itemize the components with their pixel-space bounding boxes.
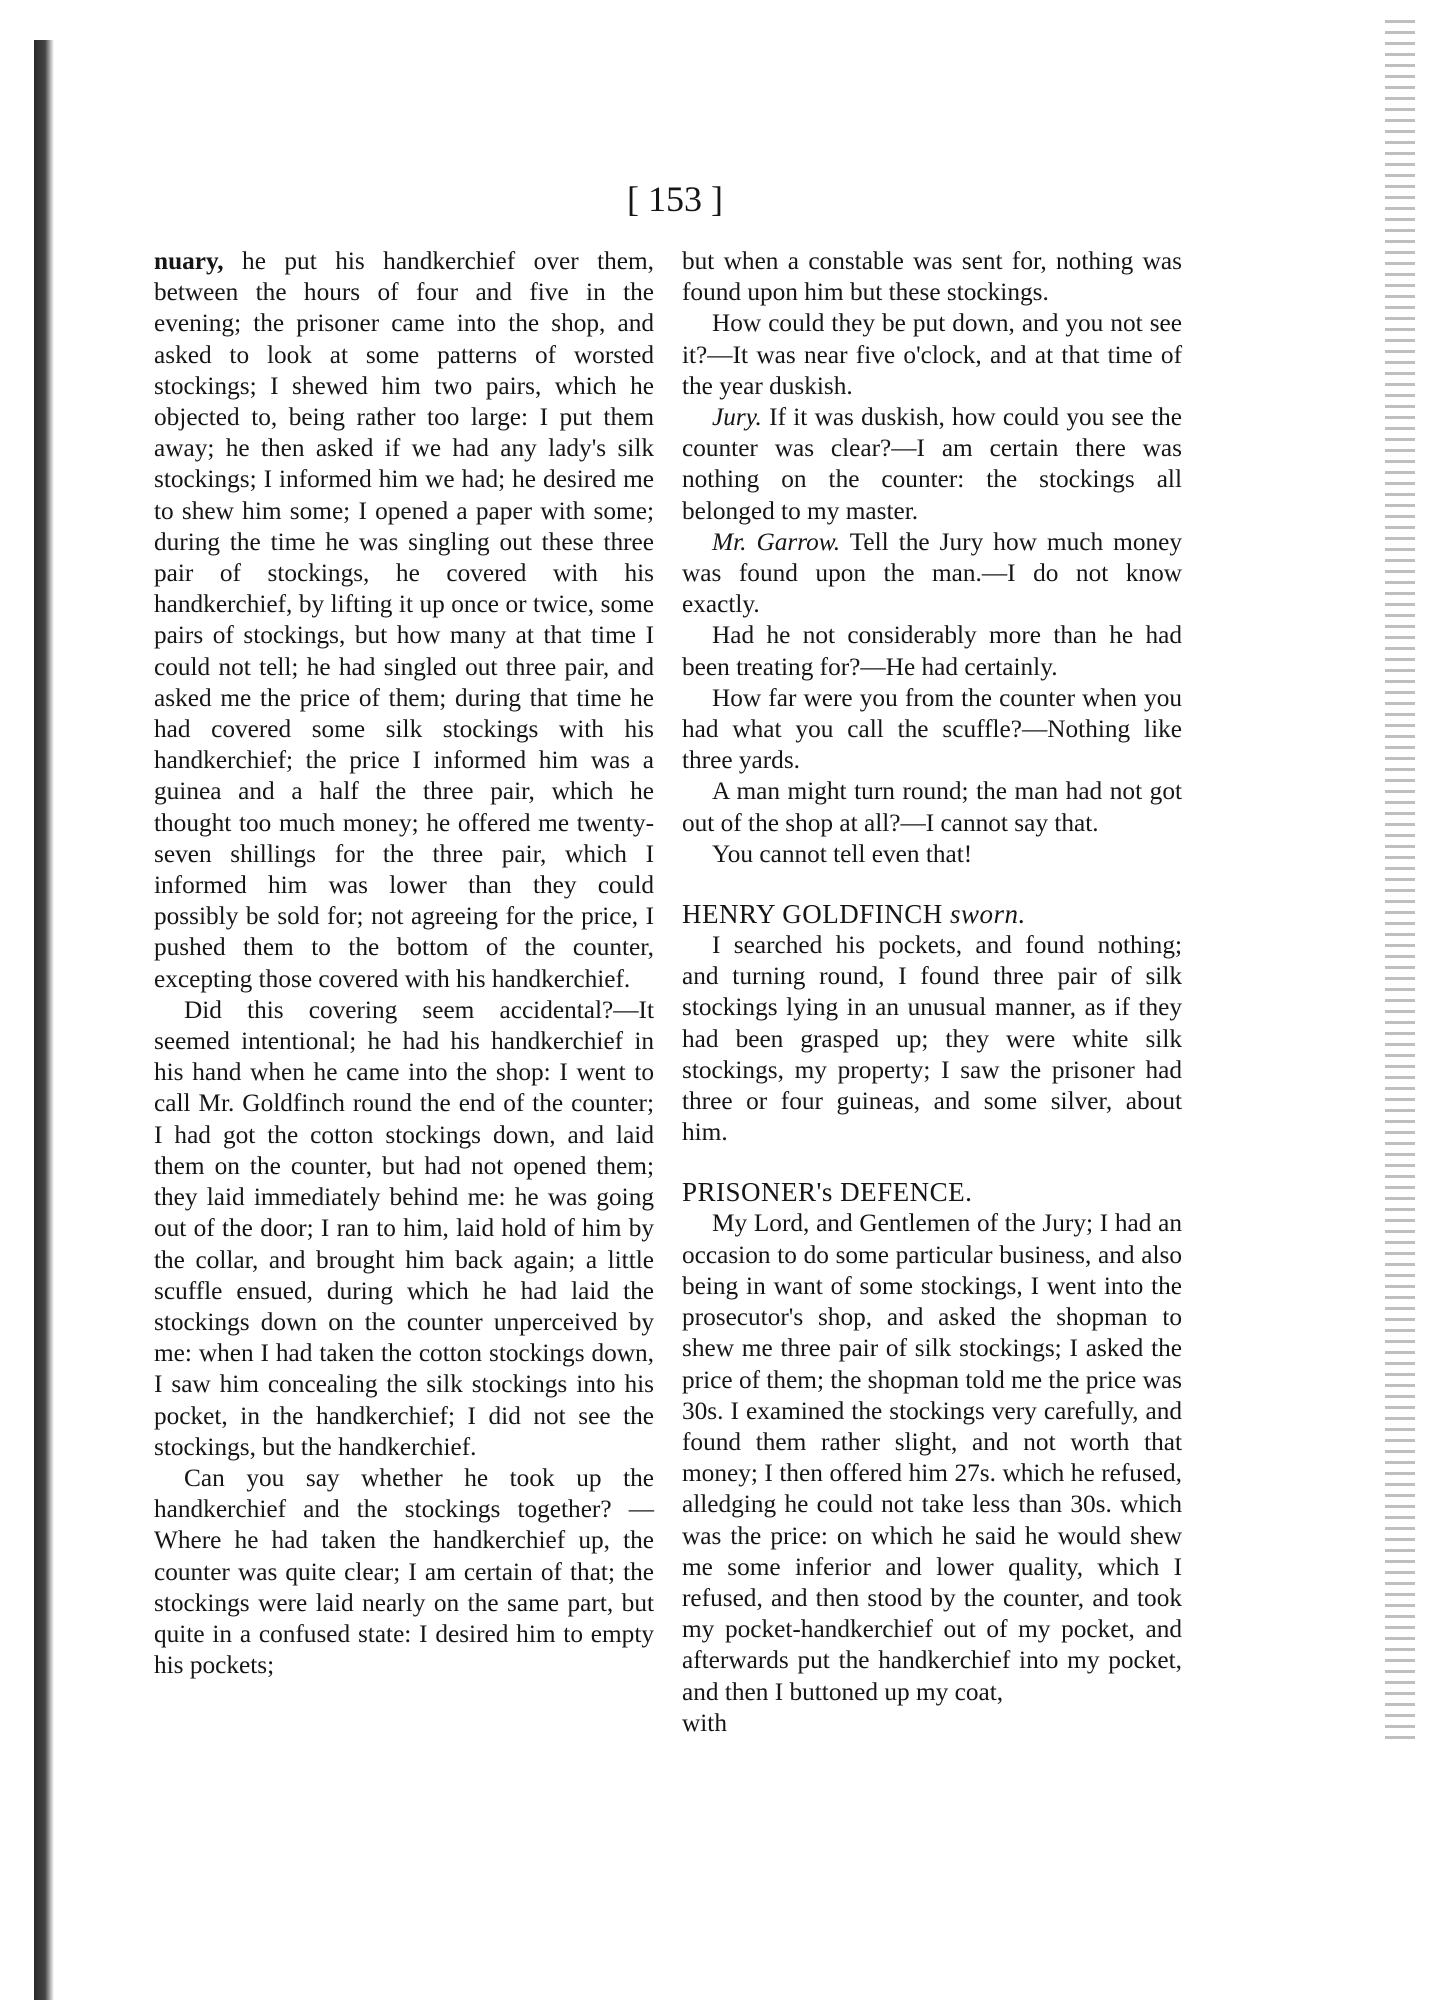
right-paragraph-4-text: Tell the Jury how much money was found upon the man.—I do not know exactly. <box>682 527 1182 619</box>
left-paragraph-1 <box>154 246 654 995</box>
section-gap <box>682 1148 1182 1176</box>
right-paragraph-2: How could they be put down, and you not see it?—It was near five o'clock, and at that time of the year duskish. <box>682 309 1182 400</box>
right-paragraph-9: I searched his pockets, and found nothing; and turning round, I found three pair of silk stockings lying in an unusual manner, as if they had been grasped up; they were white silk stockings, my property; I saw the prisoner had three or four guineas, and some silver, about him. <box>682 931 1182 1147</box>
witness-name: HENRY GOLDFINCH <box>682 899 943 930</box>
right-paragraph-7: A man might turn round; the man had not got out of the shop at all?—I cannot say that. <box>682 777 1182 837</box>
right-column <box>682 246 1182 1739</box>
scan-edge-noise <box>1385 20 1415 1740</box>
speaker-jury: Jury. <box>712 403 762 432</box>
right-paragraph-8: You cannot tell even that! <box>712 839 973 868</box>
right-paragraph-3 <box>682 402 1182 527</box>
left-paragraph-1-text: he put his handkerchief over them, between the hours of four and five in the evening; the prisoner came into the shop, and asked to look at some patterns of worsted stockings; I shewed him two pairs, which he objected to, being rather too large: I put them away; he then asked if we had any lady's silk stockings; I informed him we had; he desired me to shew him some; I opened a paper with some; during the time he was singling out these three pair of stockings, he covered with his handkerchief, by lifting it up once or twice, some pairs of stockings, but how many at that time I could not tell; he had singled out three pair, and asked me the price of them; during that time he had covered some silk stockings with his handkerchief; the price I informed him was a guinea and a half the three pair, which he thought too much money; he offered me twenty-seven shillings for the three pair, which I informed him was lower than they could possibly be sold for; not agreeing for the price, I pushed them to the bottom of the counter, excepting those covered with his handkerchief. <box>154 247 654 993</box>
witness-heading <box>682 898 1182 930</box>
witness-sworn: sworn. <box>950 899 1026 930</box>
page-binding-edge <box>34 40 54 2000</box>
left-paragraph-2: Did this covering seem accidental?—It seemed intentional; he had his handkerchief in his hand when he came into the shop: I went to call Mr. Goldfinch round the end of the counter; I had got the cotton stockings down, and laid them on the counter, but had not opened them; they laid immediately behind me: he was going out of the door; I ran to him, laid hold of him by the collar, and brought him back again; a little scuffle ensued, during which he had laid the stockings down on the counter unperceived by me: when I had taken the cotton stockings down, I saw him concealing the silk stockings into his pocket, in the handkerchief; I did not see the stockings, but the handkerchief. <box>154 995 654 1461</box>
right-paragraph-6: How far were you from the counter when you had what you call the scuffle?—Nothing like three yards. <box>682 683 1182 775</box>
continued-word: nuary, <box>154 247 224 275</box>
right-paragraph-1: but when a constable was sent for, nothing was found upon him but these stockings. <box>682 247 1182 307</box>
right-paragraph-5: Had he not considerably more than he had been treating for?—He had certainly. <box>682 621 1182 681</box>
left-column <box>154 246 654 1681</box>
right-paragraph-4 <box>682 527 1182 621</box>
page-number: [ 153 ] <box>627 179 723 219</box>
left-paragraph-3: Can you say whether he took up the handkerchief and the stockings together? —Where he had taken the handkerchief up, the counter was quite clear; I am certain of that; the stockings were laid nearly on the same part, but quite in a confused state: I desired him to empty his pockets; <box>154 1463 654 1680</box>
right-paragraph-10: My Lord, and Gentlemen of the Jury; I had an occasion to do some particular business, and also being in want of some stockings, I went into the prosecutor's shop, and asked the shopman to shew me three pair of silk stockings; I asked the price of them; the shopman told me the price was 30s. I examined the stockings very carefully, and found them rather slight, and not worth that money; I then offered him 27s. which he refused, alledging he could not take less than 30s. which was the price: on which he said he would shew me some inferior and lower quality, which I refused, and then stood by the counter, and took my pocket-handkerchief out of my pocket, and afterwards put the handkerchief into my pocket, and then I buttoned up my coat, <box>682 1209 1182 1706</box>
speaker-garrow: Mr. Garrow. <box>712 527 841 556</box>
defence-heading: PRISONER's DEFENCE. <box>682 1177 973 1208</box>
catchword: with <box>682 1708 727 1737</box>
section-gap <box>682 870 1182 898</box>
right-paragraph-3-text: If it was duskish, how could you see the counter was clear?—I am certain there was nothing on the counter: the stockings all belonged to my master. <box>682 403 1182 525</box>
